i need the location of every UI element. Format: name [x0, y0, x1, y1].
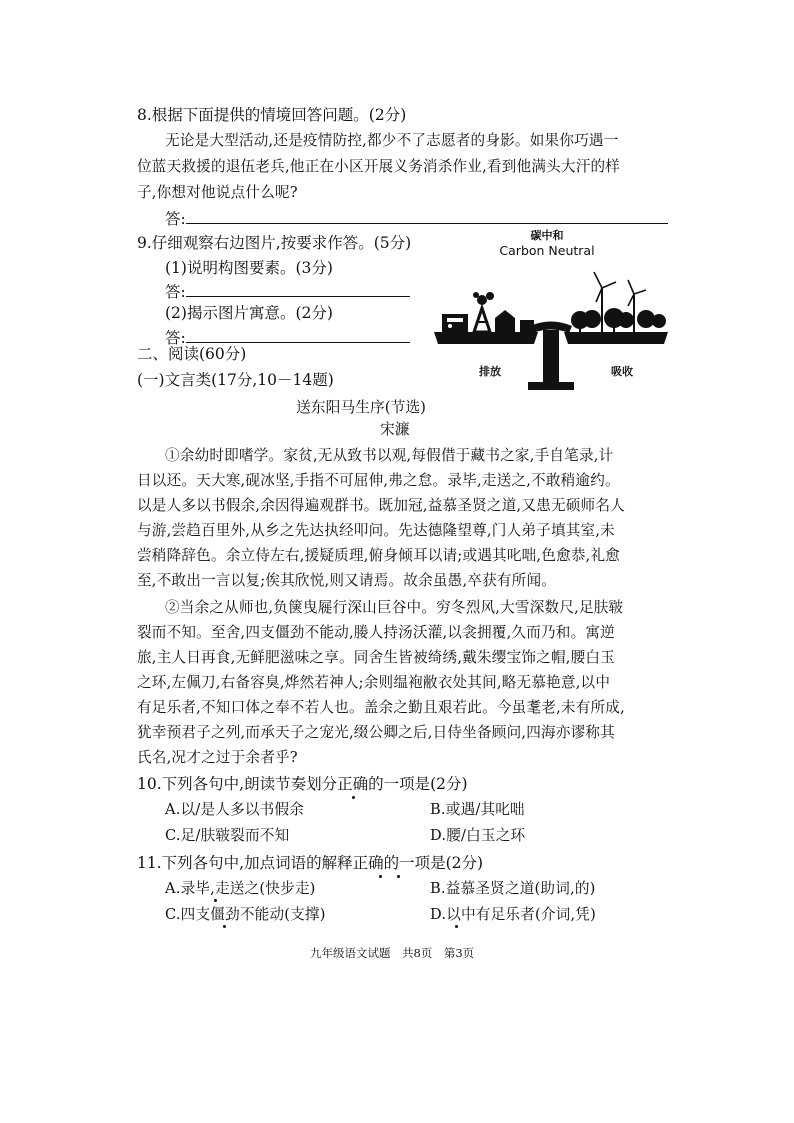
q9-answer2-label: 答:: [165, 329, 186, 347]
emphasis-dot: [352, 796, 355, 799]
p1-line-4: 与游,尝趋百里外,从乡之先达执经叩问。先达德隆望尊,门人弟子填其室,未: [137, 522, 615, 539]
q10-option-c[interactable]: C.足/肤皲裂而不知: [165, 827, 290, 844]
q8-title: 8.根据下面提供的情境回答问题。(2分): [137, 106, 407, 124]
page-footer: 九年级语文试题 共8页 第3页: [310, 946, 475, 960]
carbon-neutral-figure: [430, 222, 670, 392]
q11-title: 11.下列各句中,加点词语的解释正确的一项是(2分): [137, 854, 484, 872]
q9-answer1-row: [165, 282, 410, 302]
figure-title-en: Carbon Neutral: [499, 243, 595, 258]
q9-answer1-line[interactable]: [186, 282, 410, 297]
absorption-icons: [571, 272, 666, 332]
emphasis-dot: [214, 899, 217, 902]
q9-title: 9.仔细观察右边图片,按要求作答。(5分): [137, 234, 412, 252]
p2-line-3: 旅,主人日再食,无鲜肥滋味之享。同舍生皆被绮绣,戴朱缨宝饰之帽,腰白玉: [137, 649, 615, 666]
q8-answer-label: 答:: [165, 210, 186, 228]
right-pan-icon: [564, 332, 668, 344]
p1-line-5: 尝稍降辞色。余立侍左右,援疑质理,俯身倾耳以请;或遇其叱咄,色愈恭,礼愈: [137, 547, 621, 564]
figure-title-cn: 碳中和: [530, 229, 564, 242]
q11-option-c[interactable]: C.四支僵劲不能动(支撑): [165, 906, 326, 923]
emission-icons: [442, 292, 534, 332]
q9-sub-1: (1)说明构图要素。(3分): [165, 259, 333, 277]
section2-title: 二、阅读(60分): [137, 345, 247, 363]
emphasis-dot: [455, 925, 458, 928]
p2-line-7: 氏名,况才之过于余者乎?: [137, 749, 298, 766]
p2-line-1: ②当余之从师也,负箧曳屣行深山巨谷中。穷冬烈风,大雪深数尺,足肤皲: [165, 599, 624, 616]
passage-author: 宋濂: [380, 421, 410, 438]
figure-right-label: 吸收: [611, 365, 633, 378]
q11-option-b[interactable]: B.益慕圣贤之道(助词,的): [430, 880, 596, 897]
balance-base-icon: [528, 382, 574, 390]
p1-line-3: 以是人多以书假余,余因得遍观群书。既加冠,益慕圣贤之道,又患无硕师名人: [137, 497, 625, 514]
emphasis-dot: [379, 875, 382, 878]
emphasis-dot: [223, 925, 226, 928]
p2-line-2: 裂而不知。至舍,四支僵劲不能动,媵人持汤沃灌,以衾拥覆,久而乃和。寓逆: [137, 624, 615, 641]
q9-sub-2: (2)揭示图片寓意。(2分): [165, 304, 333, 322]
q10-title: 10.下列各句中,朗读节奏划分正确的一项是(2分): [137, 775, 468, 793]
q8-line-3: 子,你想对他说点什么呢?: [137, 184, 298, 201]
q11-option-a[interactable]: A.录毕,走送之(快步走): [165, 880, 316, 897]
q8-line-1: 无论是大型活动,还是疫情防控,都少不了志愿者的身影。如果你巧遇一: [165, 132, 619, 149]
p1-line-1: ①余幼时即嗜学。家贫,无从致书以观,每假借于藏书之家,手自笔录,计: [165, 447, 614, 464]
p1-line-2: 日以还。天大寒,砚冰坚,手指不可屈伸,弗之怠。录毕,走送之,不敢稍逾约。: [137, 472, 620, 489]
p2-line-6: 犹幸预君子之列,而承天子之宠光,缀公卿之后,日侍坐备顾问,四海亦谬称其: [137, 724, 615, 741]
left-pan-icon: [434, 332, 538, 344]
q9-answer2-line[interactable]: [186, 328, 410, 343]
balance-post-icon: [543, 330, 559, 388]
passage-title: 送东阳马生序(节选): [296, 399, 426, 416]
q8-line-2: 位蓝天救援的退伍老兵,他正在小区开展义务消杀作业,看到他满头大汗的样: [137, 158, 621, 175]
q10-option-a[interactable]: A.以/是人多以书假余: [165, 801, 305, 818]
p2-line-5: 有足乐者,不知口体之奉不若人也。盖余之勤且艰若此。今虽耄老,未有所成,: [137, 699, 625, 716]
q10-option-d[interactable]: D.腰/白玉之环: [430, 827, 526, 844]
section2-subtitle: (一)文言类(17分,10－14题): [137, 371, 334, 389]
emphasis-dot: [397, 875, 400, 878]
p1-line-6: 至,不敢出一言以复;俟其欣悦,则又请焉。故余虽愚,卒获有所闻。: [137, 572, 557, 589]
q11-option-d[interactable]: D.以中有足乐者(介词,凭): [430, 906, 596, 923]
p2-line-4: 之环,左佩刀,右备容臭,烨然若神人;余则缊袍敝衣处其间,略无慕艳意,以中: [137, 674, 611, 691]
q9-answer1-label: 答:: [165, 283, 186, 301]
q10-option-b[interactable]: B.或遇/其叱咄: [430, 801, 525, 818]
figure-left-label: 排放: [479, 365, 501, 378]
